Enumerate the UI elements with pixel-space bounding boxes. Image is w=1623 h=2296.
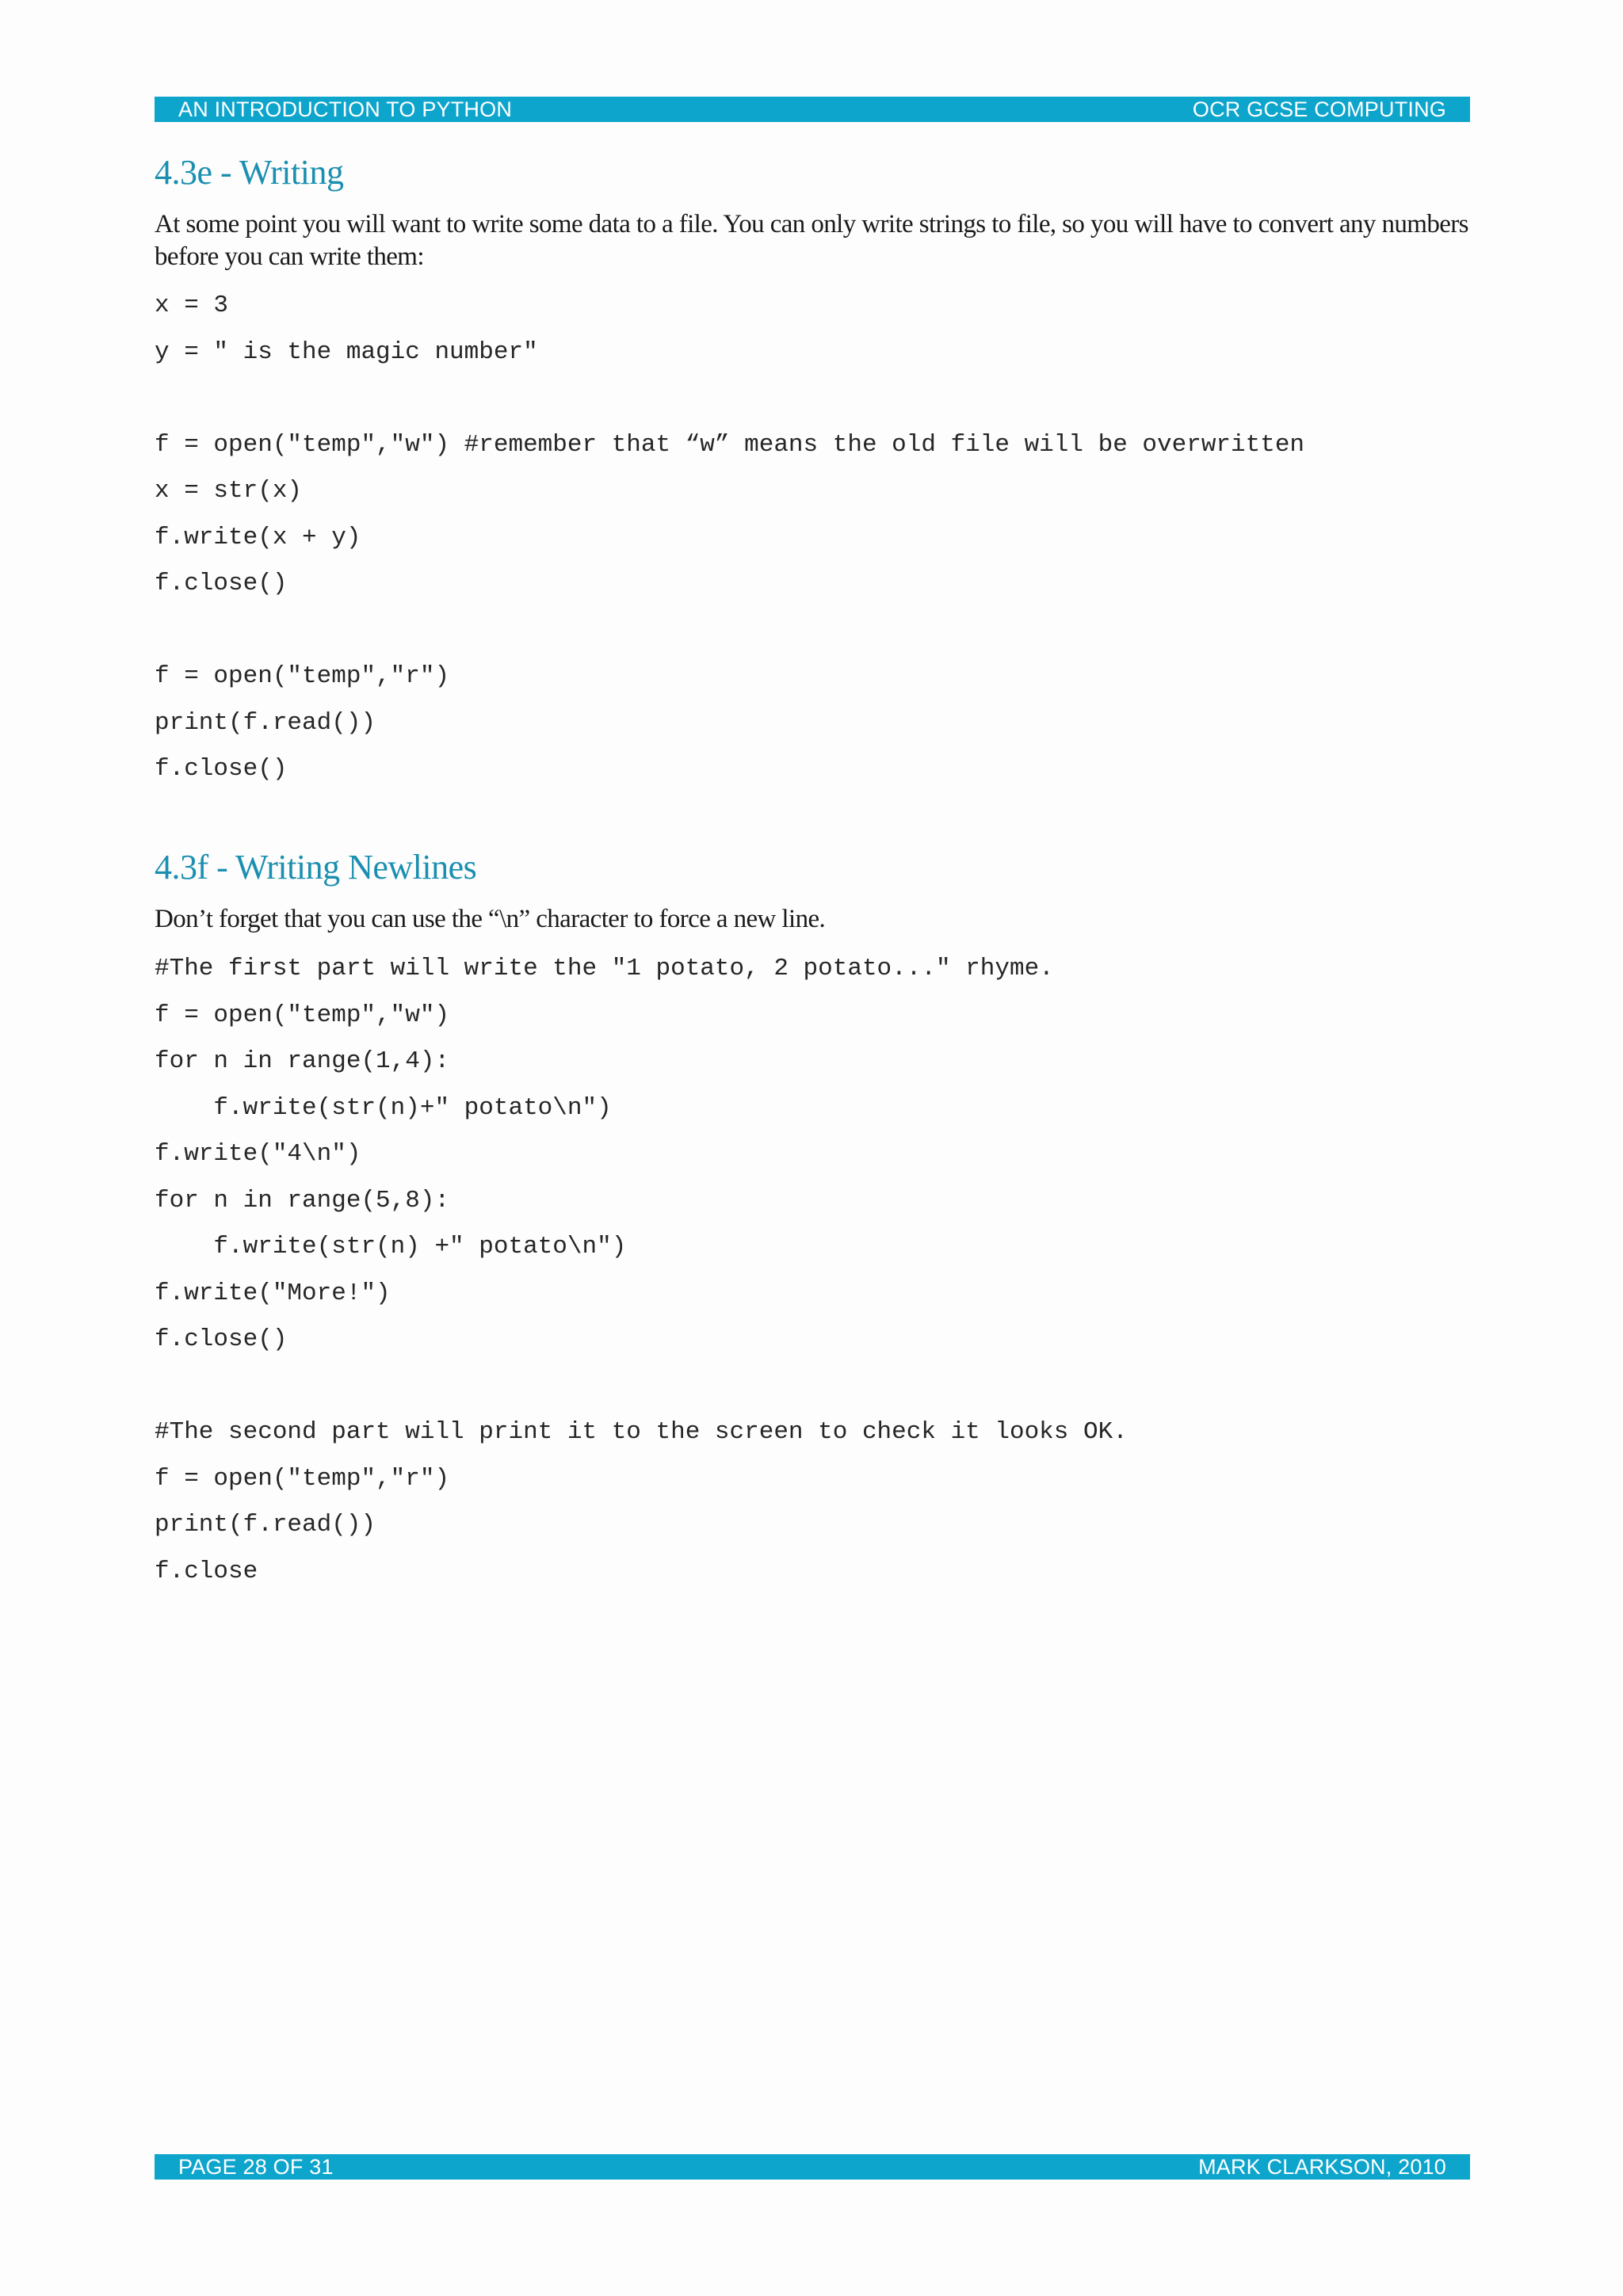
section-paragraph-writing-newlines: Don’t forget that you can use the “\n” character to force a new line. [155,905,826,933]
code-line: f.close [155,1557,258,1585]
code-line [155,608,1304,654]
code-line: x = 3 [155,292,229,319]
section-heading-writing-newlines: 4.3f - Writing Newlines [155,848,477,887]
code-line: f.write(str(n) +" potato\n") [155,1233,627,1261]
code-line: print(f.read()) [155,1511,376,1539]
code-line [155,1363,1128,1410]
code-line: f.write("More!") [155,1279,391,1307]
code-line: x = str(x) [155,477,303,505]
code-line: f.close() [155,570,288,597]
code-line: f = open("temp","w") #remember that “w” means the old file will be overwritten [155,430,1305,459]
code-line: for n in range(1,4): [155,1047,450,1075]
page-header [155,97,1470,122]
page-footer [155,2154,1470,2180]
code-line: f = open("temp","r") [155,1464,450,1493]
code-line: f.write("4\n") [155,1140,361,1168]
code-line: print(f.read()) [155,708,376,737]
code-line: f.write(str(n)+" potato\n") [155,1093,612,1122]
code-line: #The second part will print it to the screen to check it looks OK. [155,1418,1128,1446]
code-line: f.write(x + y) [155,523,361,551]
code-line: f.close() [155,1325,288,1353]
code-block-writing-newlines [155,946,1128,1595]
footer-page-number: PAGE 28 OF 31 [178,2155,334,2179]
code-line: f = open("temp","w") [155,1001,450,1029]
code-line: for n in range(5,8): [155,1186,450,1215]
section-heading-writing: 4.3e - Writing [155,153,344,192]
section-paragraph-writing: At some point you will want to write some data to a file. You can only write strings to file, so you will have to convert any numbers before you can write them: [155,210,1468,271]
code-line: f.close() [155,755,288,783]
code-line: #The first part will write the "1 potato, 2 potato..." rhyme. [155,955,1054,982]
code-line: f = open("temp","r") [155,662,450,690]
footer-author: MARK CLARKSON, 2010 [1198,2155,1446,2179]
code-line [155,376,1304,422]
header-title-right: OCR GCSE COMPUTING [1192,97,1446,121]
code-block-writing [155,283,1304,793]
header-title-left: AN INTRODUCTION TO PYTHON [178,97,513,121]
code-line: y = " is the magic number" [155,338,538,366]
